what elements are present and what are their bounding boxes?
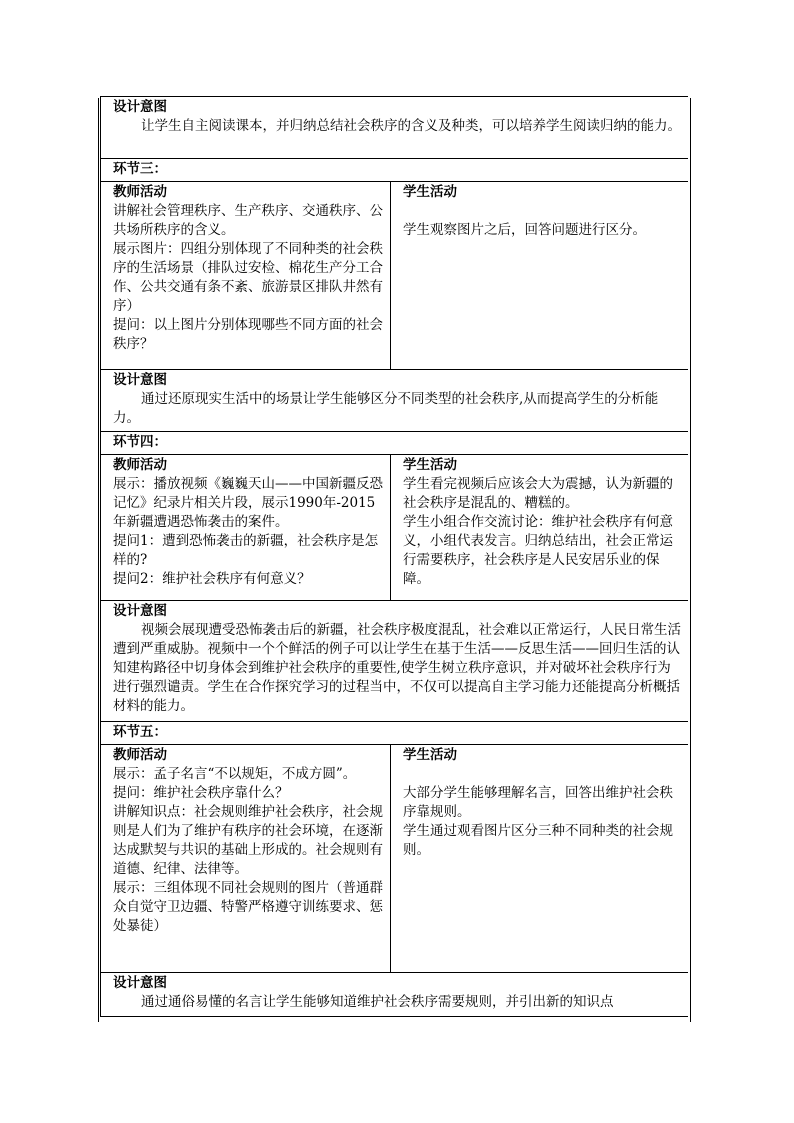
section-title-row	[101, 722, 689, 745]
teacher-activity-line: 展示：播放视频《巍巍天山——中国新疆反恐记忆》纪录片相关片段，展示1990年-2015年新疆遭遇恐怖袭击的案件。	[113, 476, 383, 530]
spacer	[403, 765, 682, 784]
teacher-activity-line: 提问：以上图片分别体现哪些不同方面的社会秩序？	[113, 317, 383, 352]
section-4-title: 环节四：	[113, 434, 167, 450]
lesson-plan-table	[100, 96, 688, 1017]
teacher-activity-line: 提问：维护社会秩序靠什么？	[113, 785, 289, 801]
design-intent-row	[101, 973, 689, 1017]
page-left-border	[98, 98, 99, 1022]
design-intent-text: 视频会展现遭受恐怖袭击后的新疆，社会秩序极度混乱，社会难以正常运行，人民日常生活遭到严重威胁。视频中一个个鲜活的例子可以让学生在基于生活——反思生活——回归生活的认知建构路径中切身体会到维护社会秩序的重要性,使学生树立秩序意识，并对破坏社会秩序行为进行强烈谴责。学生在合作探究学习的过程当中，不仅可以提高自主学习能力还能提高分析概括材料的能力。	[113, 622, 681, 714]
teacher-activity-line: 提问2：维护社会秩序有何意义？	[113, 571, 311, 587]
student-activity-heading: 学生活动	[403, 747, 457, 763]
teacher-activity-line: 讲解知识点：社会规则维护社会秩序，社会规则是人们为了维护有秩序的社会环境，在逐渐达成默契与共识的基础上形成的。社会规则有道德、纪律、法律等。	[113, 804, 383, 877]
student-activity-line: 学生小组合作交流讨论：维护社会秩序有何意义，小组代表发言。归纳总结出，社会正常运行需要秩序，社会秩序是人民安居乐业的保障。	[403, 514, 673, 587]
activity-row	[101, 182, 689, 370]
teacher-activity-heading: 教师活动	[113, 184, 167, 200]
design-intent-row-1	[101, 97, 689, 159]
student-activity-line: 学生观察图片之后，回答问题进行区分。	[403, 222, 646, 238]
activity-row	[101, 745, 689, 973]
activity-row	[101, 455, 689, 601]
teacher-activity-line: 展示图片：四组分别体现了不同种类的社会秩序的生活场景（排队过安检、棉花生产分工合作、公共交通有条不紊、旅游景区排队井然有序）	[113, 241, 383, 314]
teacher-activity-line: 讲解社会管理秩序、生产秩序、交通秩序、公共场所秩序的含义。	[113, 203, 383, 238]
section-title-row	[101, 159, 689, 182]
teacher-activity-line: 展示：孟子名言“不以规矩，不成方圆”。	[113, 766, 357, 782]
design-intent-text: 让学生自主阅读课本，并归纳总结社会秩序的含义及种类，可以培养学生阅读归纳的能力。	[141, 118, 681, 134]
section-title-row	[101, 432, 689, 455]
design-intent-text: 通过还原现实生活中的场景让学生能够区分不同类型的社会秩序,从而提高学生的分析能力。	[113, 391, 659, 426]
teacher-activity-heading: 教师活动	[113, 747, 167, 763]
student-activity-heading: 学生活动	[403, 184, 457, 200]
design-intent-text: 通过通俗易懂的名言让学生能够知道维护社会秩序需要规则，并引出新的知识点	[141, 994, 614, 1010]
spacer	[403, 202, 682, 221]
design-intent-row	[101, 601, 689, 722]
teacher-activity-line: 提问1：遭到恐怖袭击的新疆，社会秩序是怎样的?	[113, 533, 379, 568]
student-activity-line: 学生通过观看图片区分三种不同种类的社会规则。	[403, 823, 673, 858]
teacher-activity-heading: 教师活动	[113, 457, 167, 473]
lesson-plan-table-frame	[100, 96, 688, 1020]
design-intent-row	[101, 370, 689, 432]
design-intent-heading: 设计意图	[113, 99, 167, 115]
teacher-activity-line: 展示：三组体现不同社会规则的图片（普通群众自觉守卫边疆、特警严格遵守训练要求、惩处暴徒）	[113, 880, 383, 934]
section-5-title: 环节五：	[113, 724, 167, 740]
design-intent-heading: 设计意图	[113, 372, 167, 388]
student-activity-heading: 学生活动	[403, 457, 457, 473]
student-activity-line: 大部分学生能够理解名言，回答出维护社会秩序靠规则。	[403, 785, 673, 820]
student-activity-line: 学生看完视频后应该会大为震撼，认为新疆的社会秩序是混乱的、糟糕的。	[403, 476, 673, 511]
design-intent-heading: 设计意图	[113, 975, 167, 991]
page-right-border	[690, 98, 691, 1022]
section-3-title: 环节三：	[113, 161, 167, 177]
design-intent-heading: 设计意图	[113, 603, 167, 619]
